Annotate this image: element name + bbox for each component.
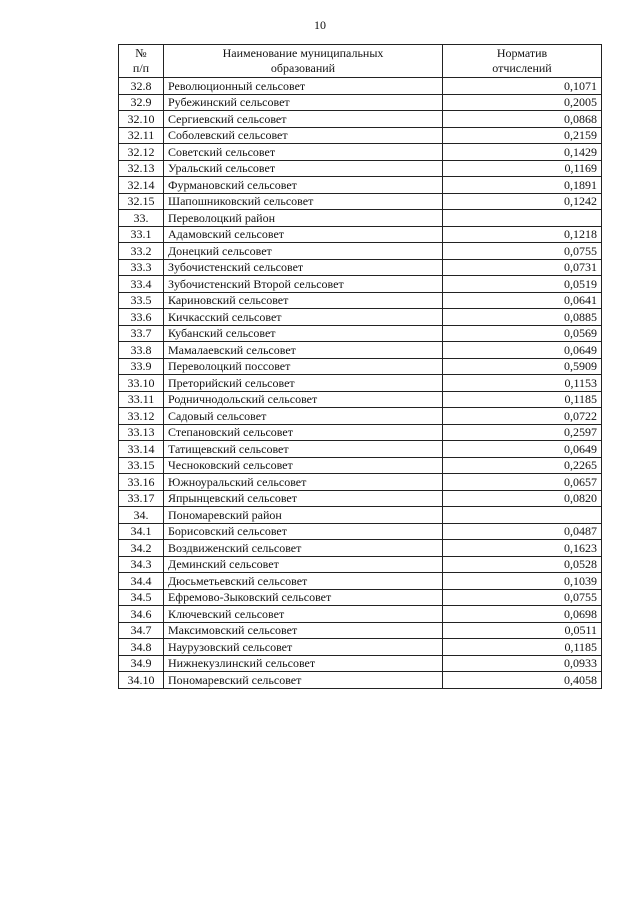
row-number: 33.8 [119, 342, 164, 359]
norm-value: 0,2265 [443, 457, 602, 474]
row-number: 34.6 [119, 606, 164, 623]
norm-value: 0,1891 [443, 177, 602, 194]
municipality-name: Мамалаевский сельсовет [164, 342, 443, 359]
table-row [119, 259, 602, 276]
row-number: 33.12 [119, 408, 164, 425]
row-number: 34.1 [119, 523, 164, 540]
row-number: 33.1 [119, 226, 164, 243]
row-number: 32.9 [119, 94, 164, 111]
municipality-name: Борисовский сельсовет [164, 523, 443, 540]
header-value: Норматив отчислений [443, 45, 602, 78]
norm-value: 0,0868 [443, 111, 602, 128]
header-row [119, 45, 602, 78]
table-row [119, 78, 602, 95]
norm-value: 0,1039 [443, 573, 602, 590]
municipality-name: Нижнекузлинский сельсовет [164, 655, 443, 672]
norm-value: 0,0511 [443, 622, 602, 639]
row-number: 33.4 [119, 276, 164, 293]
municipality-name: Южноуральский сельсовет [164, 474, 443, 491]
municipality-name: Кариновский сельсовет [164, 292, 443, 309]
row-number: 33.15 [119, 457, 164, 474]
municipality-name: Япрынцевский сельсовет [164, 490, 443, 507]
municipality-name: Зубочистенский Второй сельсовет [164, 276, 443, 293]
norm-value: 0,0487 [443, 523, 602, 540]
municipality-name: Переволоцкий поссовет [164, 358, 443, 375]
table-row [119, 292, 602, 309]
norm-value: 0,1185 [443, 391, 602, 408]
municipality-name: Зубочистенский сельсовет [164, 259, 443, 276]
norm-value [443, 507, 602, 524]
municipality-name: Пономаревский район [164, 507, 443, 524]
table-row [119, 210, 602, 227]
row-number: 33.9 [119, 358, 164, 375]
row-number: 32.15 [119, 193, 164, 210]
municipality-name: Дюсьметьевский сельсовет [164, 573, 443, 590]
norm-value: 0,1169 [443, 160, 602, 177]
norm-value: 0,0933 [443, 655, 602, 672]
row-number: 33.7 [119, 325, 164, 342]
table-row [119, 606, 602, 623]
table-row [119, 325, 602, 342]
municipality-name: Наурузовский сельсовет [164, 639, 443, 656]
table-row [119, 441, 602, 458]
table-row [119, 358, 602, 375]
table-row [119, 144, 602, 161]
norm-value: 0,0569 [443, 325, 602, 342]
norm-value: 0,4058 [443, 672, 602, 689]
table-row [119, 111, 602, 128]
municipality-name: Чесноковский сельсовет [164, 457, 443, 474]
row-number: 34.9 [119, 655, 164, 672]
table-row [119, 573, 602, 590]
row-number: 33.11 [119, 391, 164, 408]
norm-value: 0,0722 [443, 408, 602, 425]
row-number: 34.4 [119, 573, 164, 590]
row-number: 32.10 [119, 111, 164, 128]
norm-value: 0,0731 [443, 259, 602, 276]
row-number: 32.14 [119, 177, 164, 194]
municipality-name: Кубанский сельсовет [164, 325, 443, 342]
table-row [119, 639, 602, 656]
row-number: 34.5 [119, 589, 164, 606]
row-number: 34.3 [119, 556, 164, 573]
table-row [119, 556, 602, 573]
table-row [119, 375, 602, 392]
row-number: 33.3 [119, 259, 164, 276]
norm-value: 0,1429 [443, 144, 602, 161]
row-number: 34. [119, 507, 164, 524]
table-header [119, 45, 602, 78]
norm-value: 0,0649 [443, 441, 602, 458]
table-row [119, 589, 602, 606]
row-number: 34.8 [119, 639, 164, 656]
municipality-name: Татищевский сельсовет [164, 441, 443, 458]
row-number: 32.11 [119, 127, 164, 144]
row-number: 34.10 [119, 672, 164, 689]
norm-value: 0,0755 [443, 589, 602, 606]
municipality-name: Соболевский сельсовет [164, 127, 443, 144]
norm-value: 0,0528 [443, 556, 602, 573]
municipality-name: Сергиевский сельсовет [164, 111, 443, 128]
norm-value: 0,0649 [443, 342, 602, 359]
norm-value: 0,0698 [443, 606, 602, 623]
norm-value: 0,0657 [443, 474, 602, 491]
municipality-name: Переволоцкий район [164, 210, 443, 227]
table-row [119, 309, 602, 326]
municipality-name: Садовый сельсовет [164, 408, 443, 425]
row-number: 32.8 [119, 78, 164, 95]
row-number: 33.13 [119, 424, 164, 441]
municipality-name: Фурмановский сельсовет [164, 177, 443, 194]
row-number: 33.6 [119, 309, 164, 326]
municipality-name: Уральский сельсовет [164, 160, 443, 177]
table-row [119, 94, 602, 111]
municipality-name: Ефремово-Зыковский сельсовет [164, 589, 443, 606]
municipality-name: Деминский сельсовет [164, 556, 443, 573]
norm-value: 0,5909 [443, 358, 602, 375]
norm-value: 0,0641 [443, 292, 602, 309]
header-num: № п/п [119, 45, 164, 78]
row-number: 33.5 [119, 292, 164, 309]
municipality-name: Кичкасский сельсовет [164, 309, 443, 326]
table-row [119, 127, 602, 144]
table-row [119, 490, 602, 507]
table-row [119, 540, 602, 557]
table-row [119, 622, 602, 639]
norm-value: 0,2597 [443, 424, 602, 441]
row-number: 34.2 [119, 540, 164, 557]
row-number: 32.12 [119, 144, 164, 161]
municipality-name: Адамовский сельсовет [164, 226, 443, 243]
table-row [119, 523, 602, 540]
municipality-name: Максимовский сельсовет [164, 622, 443, 639]
municipality-name: Шапошниковский сельсовет [164, 193, 443, 210]
norm-value: 0,1185 [443, 639, 602, 656]
municipality-name: Донецкий сельсовет [164, 243, 443, 260]
norm-value: 0,2005 [443, 94, 602, 111]
table-row [119, 507, 602, 524]
municipality-name: Воздвиженский сельсовет [164, 540, 443, 557]
norm-value: 0,1242 [443, 193, 602, 210]
row-number: 33.14 [119, 441, 164, 458]
norm-value: 0,1218 [443, 226, 602, 243]
municipality-name: Степановский сельсовет [164, 424, 443, 441]
row-number: 33. [119, 210, 164, 227]
table-row [119, 243, 602, 260]
table-row [119, 177, 602, 194]
row-number: 32.13 [119, 160, 164, 177]
norm-value: 0,1153 [443, 375, 602, 392]
table-body [119, 78, 602, 689]
table-row [119, 342, 602, 359]
row-number: 33.2 [119, 243, 164, 260]
municipality-name: Преторийский сельсовет [164, 375, 443, 392]
table-row [119, 276, 602, 293]
table-row [119, 474, 602, 491]
norm-value: 0,2159 [443, 127, 602, 144]
row-number: 33.16 [119, 474, 164, 491]
municipality-name: Ключевский сельсовет [164, 606, 443, 623]
table-row [119, 424, 602, 441]
table-row [119, 226, 602, 243]
norm-value: 0,0820 [443, 490, 602, 507]
row-number: 33.17 [119, 490, 164, 507]
norm-value [443, 210, 602, 227]
table-row [119, 457, 602, 474]
page-number: 10 [314, 18, 326, 32]
table-row [119, 391, 602, 408]
municipality-name: Рубежинский сельсовет [164, 94, 443, 111]
norm-value: 0,0755 [443, 243, 602, 260]
table-row [119, 672, 602, 689]
norms-table [118, 44, 602, 689]
norm-value: 0,0519 [443, 276, 602, 293]
norm-value: 0,0885 [443, 309, 602, 326]
norm-value: 0,1071 [443, 78, 602, 95]
table-row [119, 193, 602, 210]
header-name: Наименование муниципальных образований [164, 45, 443, 78]
table-row [119, 160, 602, 177]
municipality-name: Родничнодольский сельсовет [164, 391, 443, 408]
norm-value: 0,1623 [443, 540, 602, 557]
row-number: 33.10 [119, 375, 164, 392]
municipality-name: Революционный сельсовет [164, 78, 443, 95]
municipality-name: Советский сельсовет [164, 144, 443, 161]
table-row [119, 655, 602, 672]
table-row [119, 408, 602, 425]
row-number: 34.7 [119, 622, 164, 639]
municipality-name: Пономаревский сельсовет [164, 672, 443, 689]
